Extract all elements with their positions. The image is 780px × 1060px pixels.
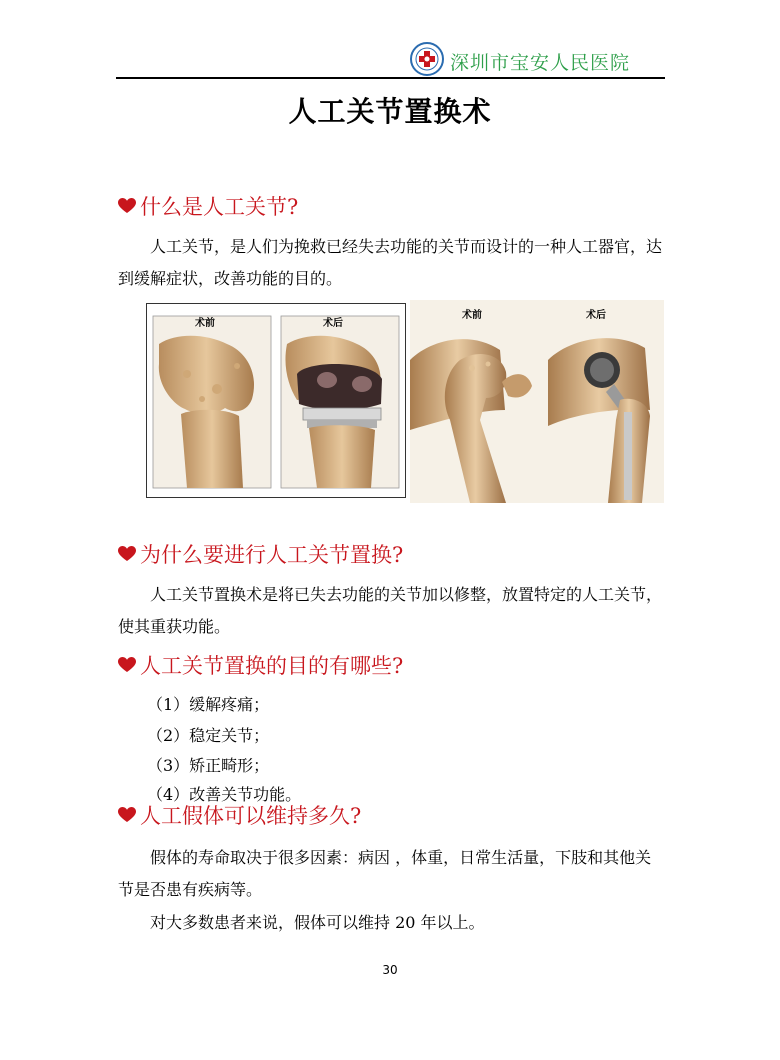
hip-after-label: 术后 [586, 310, 606, 321]
heart-icon [118, 807, 136, 823]
hip-illustration [410, 300, 664, 503]
section-heading-what-is [118, 191, 298, 221]
knee-after-label: 术后 [323, 318, 343, 329]
hospital-name: 深圳市宝安人民医院 [450, 52, 631, 74]
list-item: （2）稳定关节； [147, 726, 270, 745]
heart-icon [118, 198, 136, 214]
paragraph-duration: 假体的寿命取决于很多因素：病因 ，体重，日常生活量，下肢和其他关节是否患有疾病等。 [118, 848, 652, 899]
page-number: 30 [382, 963, 398, 977]
hospital-logo-icon [410, 42, 444, 76]
section-heading-why [118, 539, 403, 569]
figure-knee-replacement [146, 303, 406, 498]
page-header [0, 0, 780, 80]
heart-icon [118, 546, 136, 562]
list-item: （4）改善关节功能。 [147, 785, 302, 804]
paragraph-why: 人工关节置换术是将已失去功能的关节加以修整，放置特定的人工关节，使其重获功能。 [118, 585, 663, 636]
heart-icon [118, 657, 136, 673]
section-heading-text: 人工关节置换的目的有哪些? [140, 654, 404, 678]
section-heading-text: 人工假体可以维持多久? [140, 804, 362, 828]
section-heading-goals [118, 650, 403, 680]
paragraph-duration-years: 对大多数患者来说，假体可以维持 20 年以上。 [150, 913, 485, 932]
section-heading-text: 什么是人工关节? [140, 195, 299, 219]
knee-before-label: 术前 [195, 318, 215, 329]
hip-before-label: 术前 [462, 310, 482, 321]
list-item: （3）矫正畸形； [147, 756, 270, 775]
figure-hip-replacement [410, 300, 664, 503]
header-divider [116, 77, 665, 79]
knee-illustration [147, 304, 405, 497]
page-title: 人工关节置换术 [288, 95, 492, 128]
paragraph-what-is: 人工关节，是人们为挽救已经失去功能的关节而设计的一种人工器官，达到缓解症状，改善功能的目的。 [118, 237, 663, 288]
list-item: （1）缓解疼痛； [147, 695, 270, 714]
section-heading-duration [118, 800, 361, 830]
section-heading-text: 为什么要进行人工关节置换? [140, 543, 404, 567]
